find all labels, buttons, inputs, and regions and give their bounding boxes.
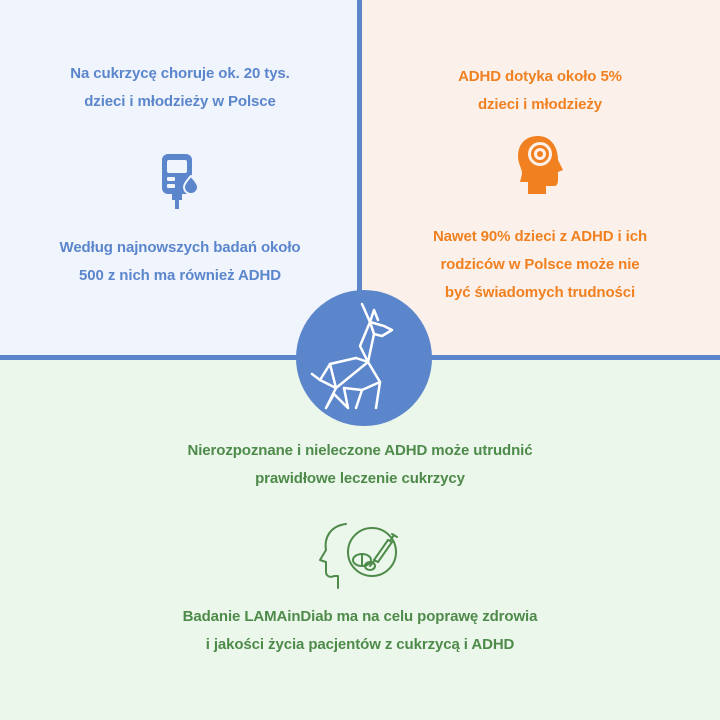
awareness-stat-text: Nawet 90% dzieci z ADHD i ich rodziców w Polsce może nie być świadomych trudności (432, 228, 648, 301)
adhd-prevalence-text: ADHD dotyka około 5% dzieci i młodzieży (458, 68, 622, 113)
untreated-adhd-text: Nierozpoznane i nieleczone ADHD może utrudnić prawidłowe leczenie cukrzycy (187, 442, 533, 487)
glucometer-icon (158, 152, 200, 210)
head-target-icon (516, 134, 564, 196)
diabetes-stat-text: Na cukrzycę choruje ok. 20 tys. dzieci i młodzieży w Polsce (70, 65, 290, 110)
adhd-diabetes-stat-text: Według najnowszych badań około 500 z nich ma również ADHD (59, 239, 301, 284)
llama-icon (296, 290, 432, 426)
head-medicine-icon (318, 520, 406, 590)
llama-logo (296, 290, 432, 426)
study-goal-text: Badanie LAMAinDiab ma na celu poprawę zdrowia i jakości życia pacjentów z cukrzycą i ADHD (182, 608, 538, 653)
